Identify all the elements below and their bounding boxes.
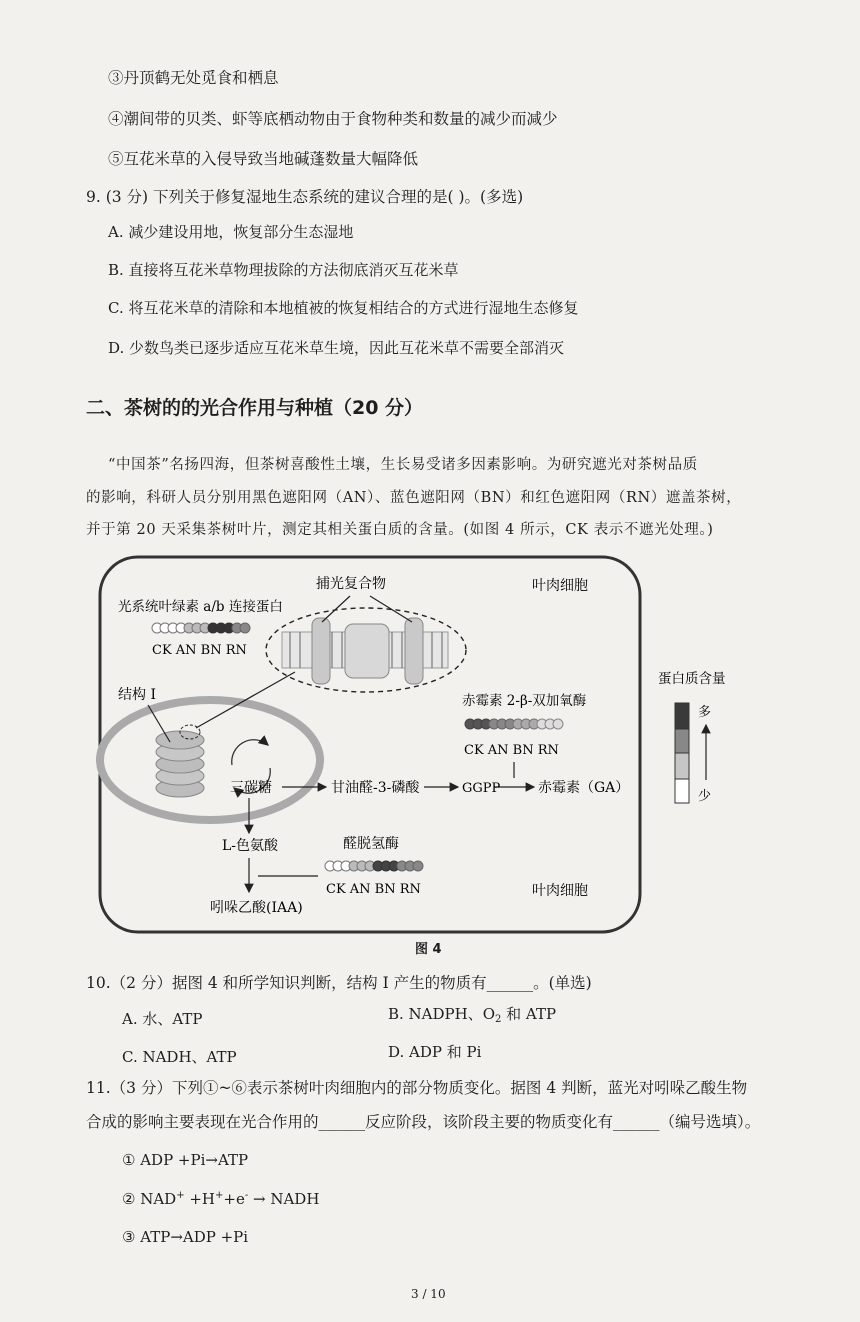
legend-swatch-1 (675, 703, 689, 729)
passage-line-3: 并于第 20 天采集茶树叶片，测定其相关蛋白质的含量。(如图 4 所示，CK 表示不遮光处理。) (86, 522, 714, 538)
protein3-treatments: CK AN BN RN (326, 882, 421, 897)
legend-more: 多 (698, 705, 712, 720)
q9-option-c: C. 将互花米草的清除和本地植被的恢复相结合的方式进行湿地生态修复 (108, 299, 579, 317)
iaa-label: 吲哚乙酸(IAA) (210, 900, 303, 916)
q11-item-1: ① ADP +Pi→ATP (122, 1151, 249, 1169)
protein3-label: 醛脱氢酶 (343, 836, 399, 852)
figure-caption: 图 4 (415, 942, 442, 957)
protein2-treatments: CK AN BN RN (464, 743, 559, 758)
q10-stem: 10.（2 分）据图 4 和所学知识判断，结构 I 产生的物质有______。(单选) (86, 974, 592, 992)
q11-stem-line-1: 11.（3 分）下列①~⑥表示茶树叶肉细胞内的部分物质变化。据图 4 判断，蓝光对吲哚乙酸生物 (86, 1079, 748, 1097)
legend-swatch-4 (675, 779, 689, 803)
legend-swatch-3 (675, 753, 689, 779)
q10-option-a: A. 水、ATP (122, 1010, 203, 1028)
q8-item-4: ④潮间带的贝类、虾等底栖动物由于食物种类和数量的减少而减少 (108, 110, 558, 128)
thylakoid-stack (156, 731, 204, 797)
section-heading: 二、茶树的的光合作用与种植（20 分） (86, 397, 424, 419)
q11-item-2: ② NAD+ +H++e- → NADH (122, 1190, 320, 1208)
legend-swatch-2 (675, 729, 689, 753)
ggpp-label: GGPP (462, 781, 501, 796)
triose-label: 三碳糖 (230, 780, 272, 796)
protein3-bead-row (325, 861, 423, 871)
protein1-label: 光系统叶绿素 a/b 连接蛋白 (118, 599, 283, 615)
trp-label: L-色氨酸 (222, 838, 279, 854)
legend-title: 蛋白质含量 (658, 671, 726, 687)
protein2-label: 赤霉素 2-β-双加氧酶 (462, 693, 587, 709)
structure-label: 结构 I (118, 687, 156, 703)
chloroplast (100, 700, 320, 820)
protein1-bead-row (152, 623, 250, 633)
passage-line-2: 的影响，科研人员分别用黑色遮阳网（AN）、蓝色遮阳网（BN）和红色遮阳网（RN）遮盖茶树， (86, 490, 742, 506)
q8-item-3: ③丹顶鹤无处觅食和栖息 (108, 69, 279, 87)
q10-option-d: D. ADP 和 Pi (388, 1043, 482, 1061)
q9-stem: 9. (3 分) 下列关于修复湿地生态系统的建议合理的是( )。(多选) (86, 188, 524, 206)
q9-option-a: A. 减少建设用地，恢复部分生态湿地 (108, 223, 354, 241)
protein2-bead-row (465, 719, 563, 729)
cell-label-bottom: 叶肉细胞 (532, 883, 588, 899)
cell-label-top: 叶肉细胞 (532, 578, 588, 594)
ga-label: 赤霉素（GA） (538, 780, 630, 796)
q10-option-b: B. NADPH、$O_2$ 和 ATP (388, 1005, 557, 1025)
q9-option-d: D. 少数鸟类已逐步适应互花米草生境，因此互花米草不需要全部消灭 (108, 339, 565, 357)
protein1-treatments: CK AN BN RN (152, 643, 247, 658)
legend-less: 少 (698, 789, 712, 804)
passage-line-1: “中国茶”名扬四海，但茶树喜酸性土壤，生长易受诸多因素影响。为研究遮光对茶树品质 (108, 457, 698, 473)
g3p-label: 甘油醛-3-磷酸 (331, 780, 420, 796)
q8-item-5: ⑤互花米草的入侵导致当地碱蓬数量大幅降低 (108, 150, 419, 168)
q11-item-3: ③ ATP→ADP +Pi (122, 1228, 249, 1246)
q9-option-b: B. 直接将互花米草物理拔除的方法彻底消灭互花米草 (108, 261, 459, 279)
complex-label: 捕光复合物 (316, 576, 386, 592)
q10-option-c: C. NADH、ATP (122, 1048, 237, 1066)
page-number: 3 / 10 (411, 1287, 446, 1301)
q11-stem-line-2: 合成的影响主要表现在光合作用的______反应阶段，该阶段主要的物质变化有______（编号选填）。 (86, 1113, 761, 1131)
